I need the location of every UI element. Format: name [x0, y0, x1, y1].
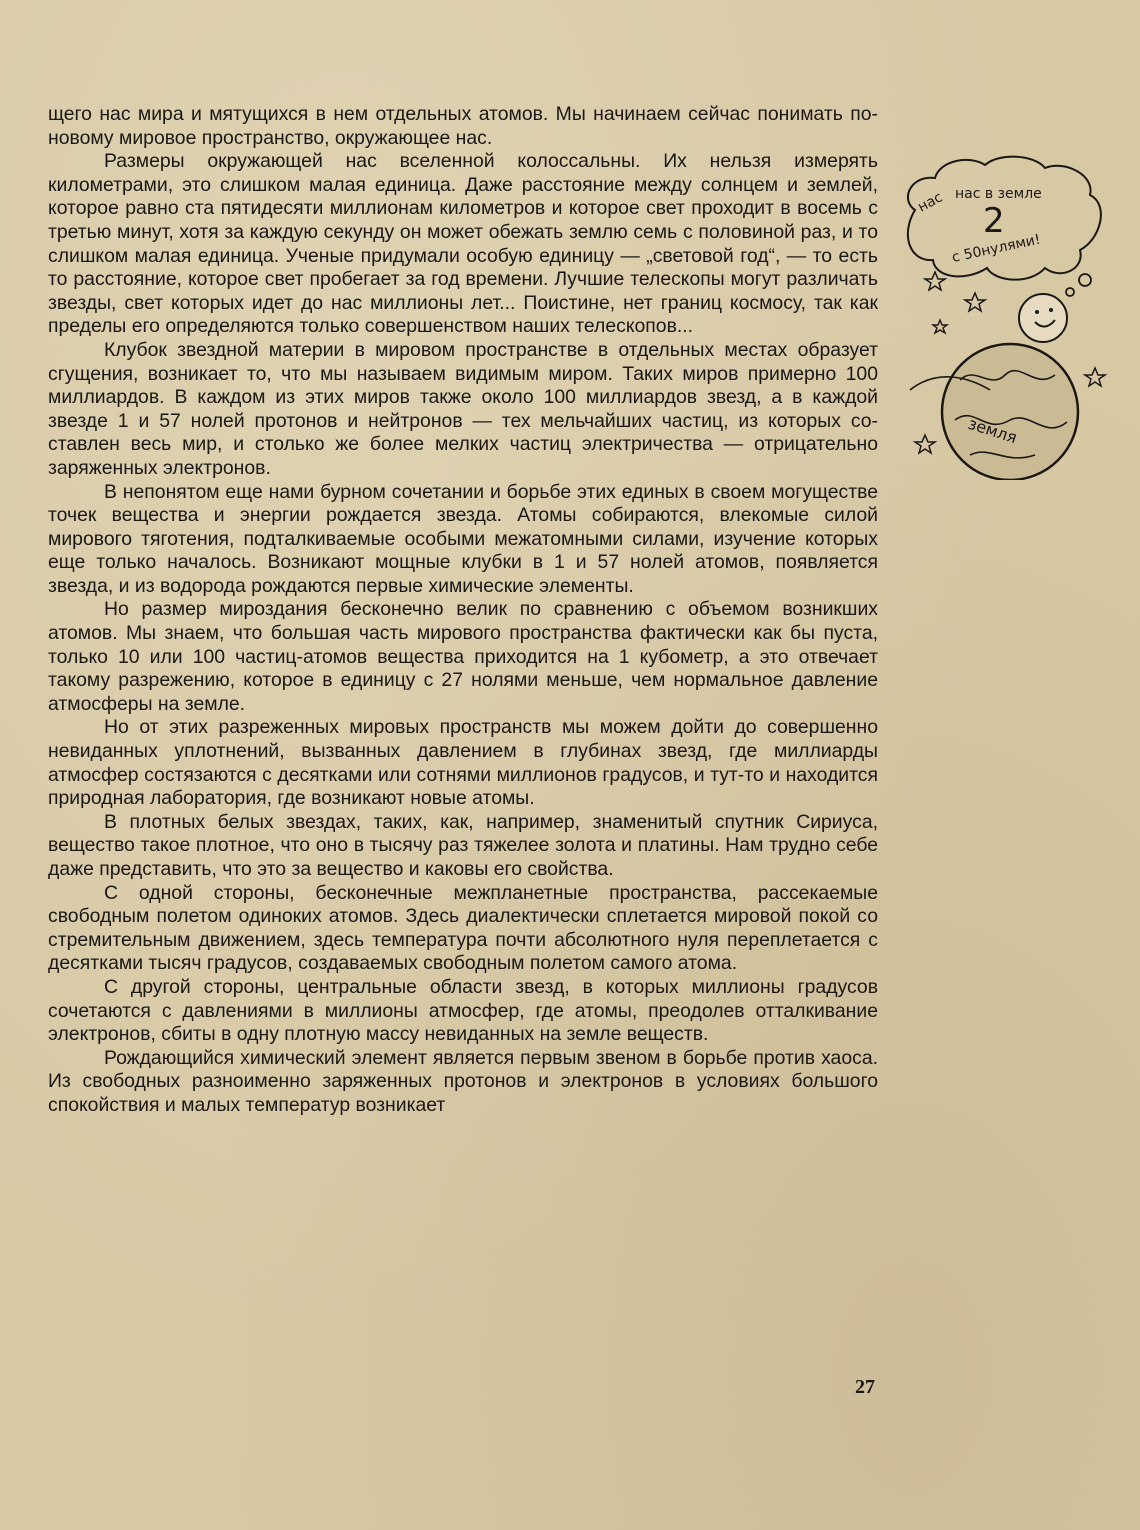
earth-cartoon-illustration [895, 150, 1120, 480]
globe-label: земля [965, 413, 1020, 448]
paragraph: С другой стороны, центральные области звезд, в которых миллионы градусов сочетаются с давлениями в миллионы атмосфер, где атомы, преодолев отталкивание электронов, сбиты в одну плотную массу невиданных на земле веществ. [48, 975, 878, 1046]
paragraph: Но от этих разреженных мировых пространств мы можем дойти до совершенно невиданных уплотнений, вызванных давлением в глубинах звезд, где миллиарды атмосфер состязаются с десятками или сотнями миллионов градусов, и тут-то и находится природная лаборатория, где возникают новые атомы. [48, 716, 878, 810]
star-icon [925, 272, 945, 290]
earth-cartoon-svg [895, 150, 1120, 480]
thought-dot [1079, 274, 1091, 286]
earth-globe [942, 344, 1078, 480]
star-icon [1085, 368, 1105, 386]
bubble-text-line3: с 50нулями! [950, 231, 1042, 266]
paragraph: Размеры окружающей нас вселенной колоссальны. Их нельзя измерять километрами, это слишком малая единица. Даже расстояние между солнцем и землей, которое равно ста пятидесяти миллионам километров и которое свет проходит в восемь с третью минут, хотя за каждую секунду он может обежать землю семь с половиной раз, и то слишком малая единица. Ученые придумали особую единицу — „световой год“, — то есть то расстояние, которое свет пробегает за год времени. Лучшие телескопы могут различать звезды, свет которых идет до нас миллионы лет... Поистине, нет границ космосу, так как пределы его определяются только совершенством наших телескопов... [48, 150, 878, 338]
bubble-text-line1: нас в земле [955, 186, 1042, 202]
face-eye [1035, 310, 1039, 314]
main-text [48, 103, 878, 1118]
paragraph: В непонятом еще нами бурном сочетании и борьбе этих единых в своем могуществе точек вещества и энергии рождается звезда. Атомы собираются, влекомые силой мирового тяготения, подталкиваемые особыми межатомными силами, изучение которых еще только началось. Возникают мощные клубки в 1 и 57 нолей атомов, появляется звезда, и из водорода рождаются первые химические элементы. [48, 480, 878, 597]
paragraph: Рождающийся химический элемент является первым звеном в борьбе против хаоса. Из свободных разноименно заряженных протонов и электронов в условиях большого спокойствия и малых температур возникает [48, 1046, 878, 1116]
paragraph: Но размер мироздания бесконечно велик по сравнению с объемом возникших атомов. Мы знаем, что большая часть мирового пространства фактически как бы пуста, только 10 или 100 частиц-атомов вещества приходится на 1 кубометр, а это отвечает такому разрежению, которое в единицу с 27 нолями меньше, чем нормальное давление атмосферы на земле. [48, 598, 878, 715]
face-eye [1049, 308, 1053, 312]
paragraph: С одной стороны, бесконечные межпланетные пространства, рассекаемые свободным полетом одиноких атомов. Здесь диалектически сплетается мировой покой со стремительным движением, здесь температура почти абсолютного нуля переплетается с десятками тысяч градусов, создаваемых свободным полетом самого атома. [48, 881, 878, 975]
star-icon [915, 435, 935, 453]
paragraph: В плотных белых звездах, таких, как, например, знаменитый спутник Сириуса, вещество такое плотное, что оно в тысячу раз тяжелее золота и платины. Нам трудно себе даже представить, что это за вещество и каковы его свойства. [48, 810, 878, 880]
paragraph: щего нас мира и мятущихся в нем отдельных атомов. Мы начинаем сейчас понимать по-новому мировое пространство, окружающее нас. [48, 103, 878, 149]
thought-dot [1066, 288, 1074, 296]
bubble-text-line1-part1: нас [915, 189, 946, 216]
page-number: 27 [855, 1376, 875, 1398]
star-icon [933, 320, 947, 333]
star-icon [965, 293, 985, 311]
paragraph: Клубок звездной материи в мировом пространстве в отдельных местах образует сгущения, возникает то, что мы называем видимым миром. Таких миров примерно 100 миллиардов. В каждом из этих миров также около 100 миллиардов звезд, а в каждой звезде 1 и 57 нолей протонов и нейтронов — тех мельчайших частиц, из которых составлен весь мир, и столько же более мелких частиц электричества — отрицательно заряженных электронов. [48, 338, 878, 479]
bubble-number: 2 [983, 201, 1005, 241]
face-head [1019, 294, 1067, 342]
